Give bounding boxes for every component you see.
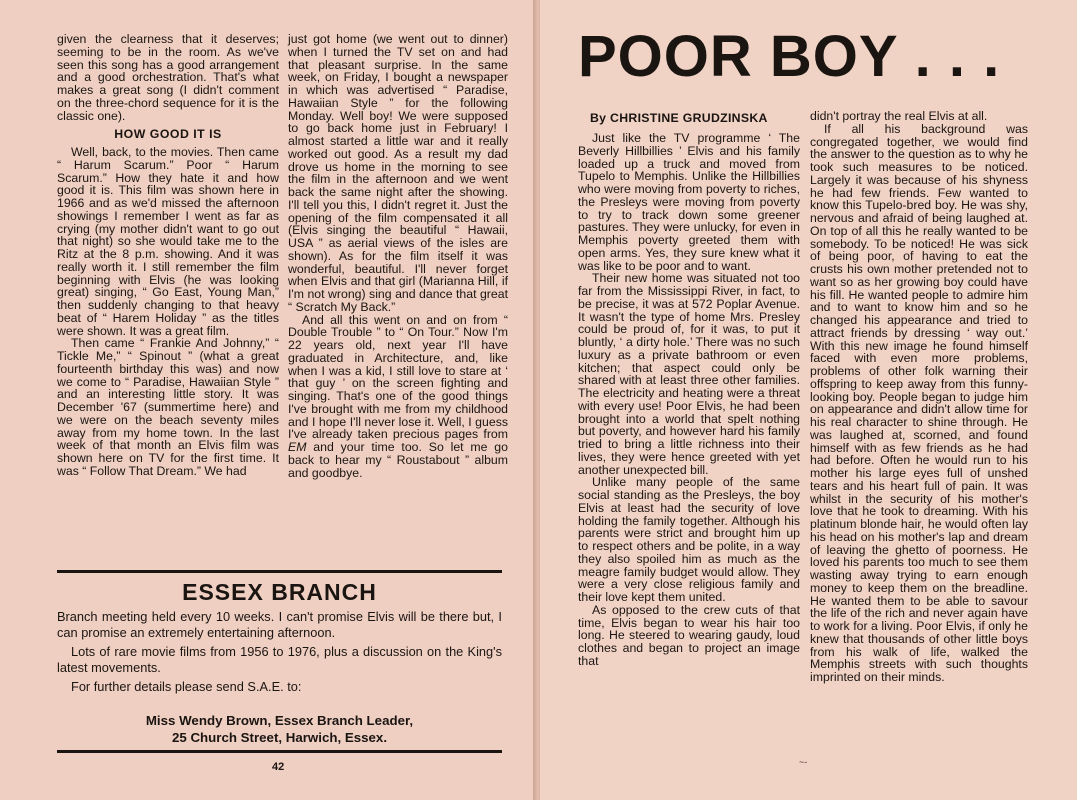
paragraph — [288, 314, 508, 480]
paragraph: Branch meeting held every 10 weeks. I can't promise Elvis will be there but, I can promise an extremely entertaining afternoon. — [57, 609, 502, 640]
left-page — [0, 0, 536, 800]
paragraph-text: And all this went on and on from “ Double Trouble ” to “ On Tour.” Now I'm 22 years old, next year I'll have graduated in Architecture, and, like when I was a kid, I still love to stare at ‘ that guy ’ on the screen fighting and singing. That's one of the good things I've brought with me from my childhood and I hope I'll never lose it. Well, I guess I've already taken precious pages from — [288, 312, 508, 442]
right-column-1 — [578, 132, 800, 668]
paragraph: Their new home was situated not too far from the Mississippi River, in fact, to be precise, it was at 572 Poplar Avenue. It wasn't the type of home Mrs. Presley could be proud of, for it was, to put it bluntly, ‘ a dirty hole.’ There was no such luxury as a private bathroom or even kitchen; that aspect could only be shared with at least three other families. The electricity and heating were a threat with every use! Poor Elvis, he had been brought into a world that spelt nothing but poverty, and however hard his family tried to bring a little richness into their lives, they were hence greeted with yet another unexpected bill. — [578, 271, 800, 477]
paragraph: didn't portray the real Elvis at all. — [810, 109, 988, 123]
paragraph: Lots of rare movie films from 1956 to 1976, plus a discussion on the King's latest movements. — [57, 644, 502, 675]
paragraph: As opposed to the crew cuts of that time, Elvis began to wear his hair too long. He steered to wearing gaudy, loud clothes and began to project an image that — [578, 602, 800, 668]
right-column-2 — [810, 110, 1028, 684]
paragraph: given the clearness that it deserves; seeming to be in the room. As we've seen this song has a good arrangement and a good orchestration. That's what makes a great song (I didn't comment on the three-chord sequence for it is the classic one). — [57, 32, 279, 123]
box-top-rule — [57, 570, 502, 573]
magazine-initials: EM — [288, 440, 307, 454]
paragraph: Unlike many people of the same social standing as the Presleys, the boy Elvis at least had the security of love holding the family together. Although his parents were strict and brought him up to respect others and be polite, in a way they also spoiled him as much as the meagre family budget would allow. They were a very close religious family and their love kept them united. — [578, 475, 800, 604]
left-column-2 — [288, 33, 508, 479]
box-bottom-rule — [57, 750, 502, 753]
essex-branch-notice — [57, 609, 502, 699]
page-number: 42 — [272, 761, 285, 773]
branch-address — [57, 712, 502, 746]
paragraph-text: and your time too. So let me go back to hear my “ Roustabout ” album and goodbye. — [288, 440, 508, 480]
essex-branch-title: ESSEX BRANCH — [182, 579, 377, 605]
article-headline: POOR BOY . . . — [578, 24, 1001, 89]
paragraph: If all his background was congregated together, we would find the answer to the question as to why he took such measures to be noticed. Largely it was because of his shyness he had few friends. Few wanted to know this Tupelo-bred boy. He was shy, nervous and afraid of being laughed at. On top of all this he really wanted to be somebody. To be noticed! He was sick of being poor, of having to eat the crusts his own mother pretended not to want so as her growing boy could have his fill. He wanted people to admire him and to want to know him and so he changed his appearance and tried to attract friends by dressing ‘ way out.’ With this new image he found himself faced with even more problems, problems of other folk warning their offspring to keep away from this funny-looking boy. People began to judge him on appearance and didn't allow time for his real character to shine through. He was laughed at, scorned, and found himself with as few friends as he had had before. Often he would run to his mother his large eyes full of unshed tears and his heart full of pain. It was whilst in the security of his mother's love that he took to dreaming. With his platinum blonde hair, he would often lay his head on his mother's lap and dream of leaving the ghetto of poorness. He loved his parents too much to see them wasting away trying to earn enough money to keep them on the breadline. He wanted them to be able to savour the life of the rich and never again have to work for a living. Poor Elvis, if only he knew that thousands of other little boys from his walk of life, walked the Memphis streets with such thoughts imprinted on their minds. — [810, 121, 1028, 684]
paragraph: Just like the TV programme ‘ The Beverly Hillbillies ’ Elvis and his family loaded up a truck and moved from Tupelo to Memphis. Unlike the Hillbillies who were moving from poverty to riches, the Presleys were moving from poverty to try to track down some greener pastures. They were unlucky, for even in Memphis poverty greeted them with open arms. Yes, they sure knew what it was like to be poor and to want. — [578, 131, 800, 273]
paragraph: Well, back, to the movies. Then came “ Harum Scarum.” Poor “ Harum Scarum.” How they hate it and how good it is. This film was shown here in 1966 and as we'd missed the afternoon showings I remember I went as far as crying (my mother didn't want to go out that night) so she would take me to the Ritz at the 8 p.m. showing. And it was really worth it. I still remember the film beginning with Elvis (he was looking great) singing, “ Go East, Young Man,” then suddenly changing to that heavy beat of “ Harem Holiday ” as the titles were shown. It was a great film. — [57, 145, 279, 338]
left-column-1 — [57, 33, 279, 478]
paragraph: just got home (we went out to dinner) when I turned the TV set on and had that pleasant surprise. In the same week, on Friday, I bought a newspaper in which was advertised “ Paradise, Hawaiian Style ” for the following Monday. Well boy! We were supposed to go back home just in February! I almost started a little war and it really worked out good. As a result my dad drove us home in the morning to see the film in the afternoon and we went back the same night after the showing. I'll tell you this, I didn't regret it. Just the opening of the film compensated it all (Elvis singing the beautiful “ Hawaii, USA ” as aerial views of the isles are shown). As for the film itself it was wonderful, beautiful. I'll never forget when Elvis and that girl (Marianna Hill, if I'm not wrong) sing and dance that great “ Scratch My Back.” — [288, 32, 508, 314]
address-line: 25 Church Street, Harwich, Essex. — [171, 730, 388, 745]
paragraph: Then came “ Frankie And Johnny,” “ Tickle Me,” “ Spinout ” (what a great fourteenth birthday this was) and now we come to “ Paradise, Hawaiian Style ” and an interesting little story. It was December '67 (summertime here) and we were on the beach seventy miles away from my home town. In the last week of that month an Elvis film was shown here on TV for the first time. It was “ Follow That Dream.” We had — [57, 336, 279, 478]
section-heading: HOW GOOD IT IS — [114, 127, 222, 142]
address-line: Miss Wendy Brown, Essex Branch Leader, — [145, 713, 414, 728]
paragraph: For further details please send S.A.E. to: — [71, 679, 302, 694]
article-byline: By CHRISTINE GRUDZINSKA — [590, 111, 768, 125]
footer-mark: ~- — [799, 757, 808, 767]
